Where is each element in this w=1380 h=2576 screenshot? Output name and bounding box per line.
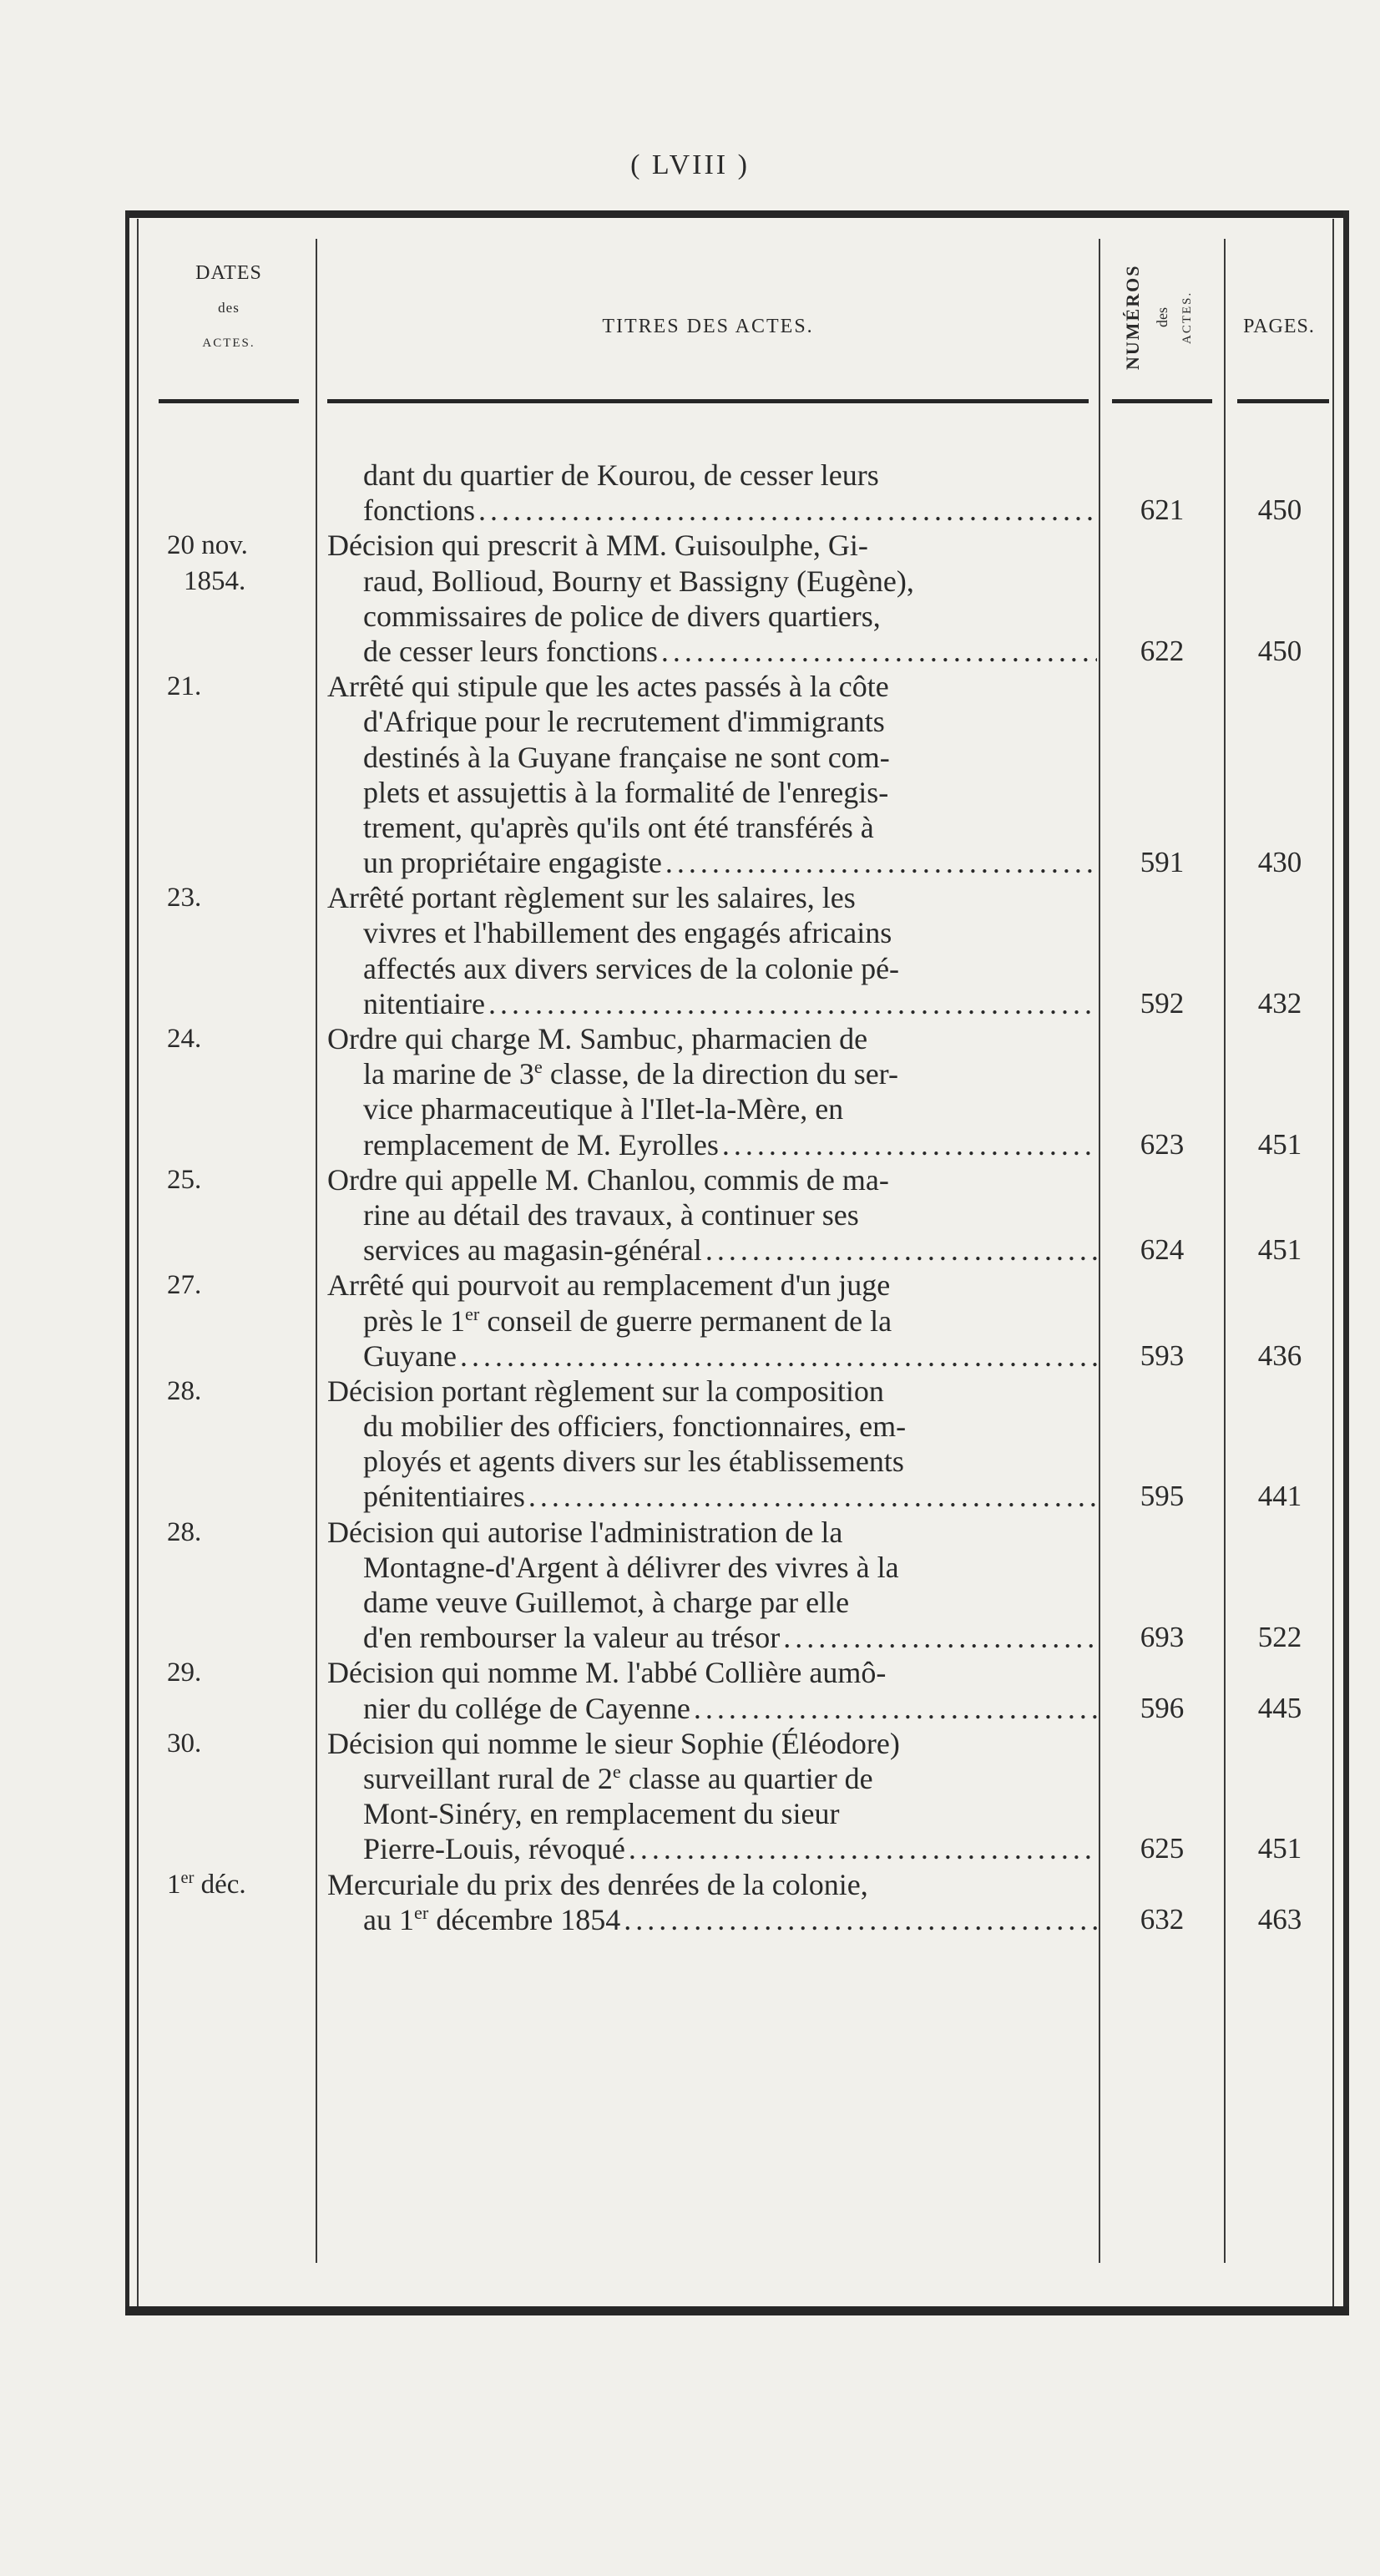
act-title-line: rine au détail des travaux, à continuer ses	[363, 1197, 859, 1232]
dates-column-header	[150, 256, 307, 361]
row-line	[0, 1761, 1380, 1796]
act-title-line: Montagne-d'Argent à délivrer des vivres à la	[363, 1550, 899, 1584]
table-bottom-rule	[125, 2306, 1349, 2315]
act-number: 624	[1140, 1233, 1185, 1267]
row-line	[0, 986, 1380, 1021]
row-line	[0, 1902, 1380, 1937]
row-line	[0, 951, 1380, 986]
act-number: 621	[1140, 493, 1185, 527]
row-line	[0, 493, 1380, 528]
row-line	[0, 1268, 1380, 1303]
titles-column-header: TITRES DES ACTES.	[602, 316, 814, 337]
act-title-text: au 1er décembre 1854	[363, 1901, 621, 1936]
table-row	[0, 458, 1380, 528]
act-title-last-line	[363, 634, 1097, 669]
act-number: 623	[1140, 1127, 1185, 1161]
row-line	[0, 528, 1380, 563]
act-title-text: d'en rembourser la valeur au trésor	[363, 1621, 781, 1655]
dot-leader	[694, 1691, 1097, 1726]
act-title-line: plets et assujettis à la formalité de l'enregis-	[363, 775, 889, 809]
table-row	[0, 1726, 1380, 1867]
dates-header-line2: des	[218, 300, 240, 316]
act-title-last-line	[363, 493, 1097, 528]
act-title-line: Décision qui nomme M. l'abbé Collière aumô-	[327, 1656, 887, 1690]
act-number: 693	[1140, 1621, 1185, 1654]
table-row	[0, 1162, 1380, 1268]
page-reference: 463	[1257, 1902, 1302, 1936]
act-title-line: Arrêté qui pourvoit au remplacement d'un juge	[327, 1268, 891, 1303]
row-line	[0, 810, 1380, 845]
act-date: 1er déc.	[167, 1868, 246, 1900]
row-line	[0, 1232, 1380, 1268]
row-line	[0, 1620, 1380, 1655]
act-date: 24.	[167, 1024, 202, 1054]
page-reference: 451	[1257, 1832, 1302, 1865]
act-title-line: Décision portant règlement sur la composition	[327, 1374, 884, 1408]
act-number: 596	[1140, 1691, 1185, 1724]
act-title-line: d'Afrique pour le recrutement d'immigrants	[363, 705, 885, 739]
act-title-last-line	[363, 1232, 1097, 1268]
dates-header-line3: ACTES.	[202, 337, 255, 350]
page-reference: 451	[1257, 1233, 1302, 1267]
act-title-last-line	[363, 1831, 1097, 1866]
row-line	[0, 634, 1380, 669]
row-line	[0, 1374, 1380, 1409]
act-number: 625	[1140, 1832, 1185, 1865]
act-title-text: fonctions	[363, 493, 475, 528]
page-number: ( LVIII )	[630, 149, 750, 180]
page-reference: 436	[1257, 1339, 1302, 1372]
act-title-line: Mont-Sinéry, en remplacement du sieur	[363, 1797, 840, 1831]
row-line	[0, 1550, 1380, 1585]
act-date: 23.	[167, 883, 202, 913]
act-title-last-line	[363, 1127, 1097, 1162]
row-line	[0, 704, 1380, 739]
act-title-last-line	[363, 845, 1097, 880]
row-line	[0, 1021, 1380, 1056]
row-line	[0, 1831, 1380, 1866]
act-number: 632	[1140, 1902, 1185, 1936]
page-header	[0, 140, 1380, 183]
act-title-last-line	[363, 1339, 1097, 1374]
row-line	[0, 740, 1380, 775]
pages-header-rule	[1237, 399, 1329, 403]
act-title-text: nitentiaire	[363, 986, 485, 1020]
row-line	[0, 599, 1380, 634]
act-title-text: de cesser leurs fonctions	[363, 634, 658, 668]
act-title-line: Ordre qui charge M. Sambuc, pharmacien de	[327, 1022, 868, 1055]
act-title-line: raud, Bollioud, Bourny et Bassigny (Eugène),	[363, 564, 914, 598]
table-row	[0, 1867, 1380, 1937]
dot-leader	[460, 1339, 1097, 1374]
act-title-text: Guyane	[363, 1339, 457, 1373]
numeros-header-line2: des	[1154, 307, 1170, 327]
act-title-line: près le 1er conseil de guerre permanent de la	[363, 1303, 892, 1338]
row-line	[0, 1585, 1380, 1620]
act-title-line: affectés aux divers services de la colonie pé-	[363, 951, 900, 985]
table-body	[0, 458, 1380, 1937]
row-line	[0, 1479, 1380, 1514]
row-line	[0, 775, 1380, 810]
act-date: 30.	[167, 1728, 202, 1759]
row-line	[0, 458, 1380, 493]
act-title-line: vice pharmaceutique à l'Ilet-la-Mère, en	[363, 1092, 844, 1126]
table-row	[0, 1021, 1380, 1162]
act-title-line: trement, qu'après qu'ils ont été transférés à	[363, 810, 874, 844]
act-title-text: Pierre-Louis, révoqué	[363, 1832, 625, 1866]
page-reference: 450	[1257, 493, 1302, 527]
act-title-line: dame veuve Guillemot, à charge par elle	[363, 1586, 850, 1619]
row-line	[0, 1444, 1380, 1479]
dot-leader	[629, 1831, 1097, 1866]
row-line	[0, 1127, 1380, 1162]
dot-leader	[661, 634, 1097, 669]
act-title-text: pénitentiaires	[363, 1480, 525, 1514]
dot-leader	[783, 1620, 1097, 1655]
act-date: 27.	[167, 1270, 202, 1301]
act-date-year: 1854.	[184, 565, 246, 596]
dot-leader	[624, 1902, 1097, 1937]
act-number: 592	[1140, 986, 1185, 1020]
act-title-text: nier du collége de Cayenne	[363, 1691, 690, 1725]
act-title-text: remplacement de M. Eyrolles	[363, 1127, 719, 1161]
act-title-last-line	[363, 1620, 1097, 1655]
act-title-line: Arrêté portant règlement sur les salaires, les	[327, 881, 856, 915]
act-title-line: Décision qui prescrit à MM. Guisoulphe, Gi-	[327, 529, 868, 563]
dates-header-rule	[159, 399, 299, 403]
row-line	[0, 845, 1380, 880]
act-number: 593	[1140, 1339, 1185, 1372]
table-row	[0, 669, 1380, 880]
page-reference: 522	[1257, 1621, 1302, 1654]
act-title-text: un propriétaire engagiste	[363, 846, 662, 880]
act-title-last-line	[363, 986, 1097, 1021]
page-reference: 445	[1257, 1691, 1302, 1724]
act-date: 25.	[167, 1164, 202, 1195]
act-title-last-line	[363, 1902, 1097, 1937]
act-title-line: du mobilier des officiers, fonctionnaires, em-	[363, 1409, 907, 1444]
row-line	[0, 1056, 1380, 1091]
page-reference: 451	[1257, 1127, 1302, 1161]
row-line	[0, 1162, 1380, 1197]
row-line	[0, 1796, 1380, 1831]
row-line	[0, 1726, 1380, 1761]
act-date: 28.	[167, 1375, 202, 1406]
act-title-text: services au magasin-général	[363, 1233, 702, 1268]
dot-leader	[705, 1232, 1097, 1268]
table-row	[0, 1268, 1380, 1374]
act-title-line: surveillant rural de 2e classe au quartier de	[363, 1760, 873, 1795]
row-line	[0, 1867, 1380, 1902]
act-title-line: dant du quartier de Kourou, de cesser leurs	[363, 458, 879, 492]
act-date: 28.	[167, 1516, 202, 1547]
act-number: 595	[1140, 1480, 1185, 1513]
dot-leader	[665, 845, 1097, 880]
page-reference: 430	[1257, 846, 1302, 879]
row-line	[0, 880, 1380, 915]
page-reference: 441	[1257, 1480, 1302, 1513]
act-title-line: vivres et l'habillement des engagés africains	[363, 916, 892, 950]
row-line	[0, 1339, 1380, 1374]
dot-leader	[528, 1479, 1097, 1514]
act-title-last-line	[363, 1479, 1097, 1514]
row-line	[0, 1091, 1380, 1126]
table-row	[0, 880, 1380, 1021]
row-line	[0, 1515, 1380, 1550]
numeros-header-rule	[1112, 399, 1212, 403]
act-number: 622	[1140, 634, 1185, 667]
pages-column-header: PAGES.	[1243, 316, 1315, 337]
table-row	[0, 1655, 1380, 1725]
dot-leader	[722, 1127, 1097, 1162]
act-title-line: commissaires de police de divers quartiers,	[363, 599, 881, 633]
row-line	[0, 1691, 1380, 1726]
dates-header-line1: DATES	[195, 262, 262, 284]
dot-leader	[488, 986, 1097, 1021]
row-line	[0, 1655, 1380, 1690]
numeros-header-line1: NUMÉROS	[1122, 264, 1143, 371]
table-row	[0, 1374, 1380, 1515]
table-row	[0, 1515, 1380, 1656]
act-title-line: Décision qui autorise l'administration de la	[327, 1515, 843, 1549]
act-date: 21.	[167, 671, 202, 702]
act-title-line: Décision qui nomme le sieur Sophie (Éléodore)	[327, 1726, 900, 1760]
numeros-column-header	[1104, 242, 1221, 392]
act-title-line: Mercuriale du prix des denrées de la colonie,	[327, 1867, 868, 1901]
row-line	[0, 1409, 1380, 1444]
row-line	[0, 669, 1380, 704]
table-row	[0, 528, 1380, 669]
act-title-line: ployés et agents divers sur les établissements	[363, 1445, 904, 1479]
page-reference: 432	[1257, 986, 1302, 1020]
act-date: 20 nov.	[167, 530, 248, 561]
act-number: 591	[1140, 846, 1185, 879]
row-line	[0, 1197, 1380, 1232]
act-title-line: Arrêté qui stipule que les actes passés à la côte	[327, 670, 889, 704]
numeros-header-line3: ACTES.	[1180, 291, 1194, 344]
row-line	[0, 1303, 1380, 1339]
act-title-line: la marine de 3e classe, de la direction du ser-	[363, 1056, 898, 1091]
row-line	[0, 915, 1380, 950]
table-top-rule	[125, 210, 1349, 218]
titles-header-rule	[327, 399, 1089, 403]
act-title-line: Ordre qui appelle M. Chanlou, commis de ma-	[327, 1162, 889, 1197]
act-title-last-line	[363, 1691, 1097, 1726]
dot-leader	[478, 493, 1097, 528]
act-date: 29.	[167, 1657, 202, 1688]
row-line	[0, 564, 1380, 599]
act-title-line: destinés à la Guyane française ne sont com-	[363, 740, 890, 774]
page-reference: 450	[1257, 634, 1302, 667]
